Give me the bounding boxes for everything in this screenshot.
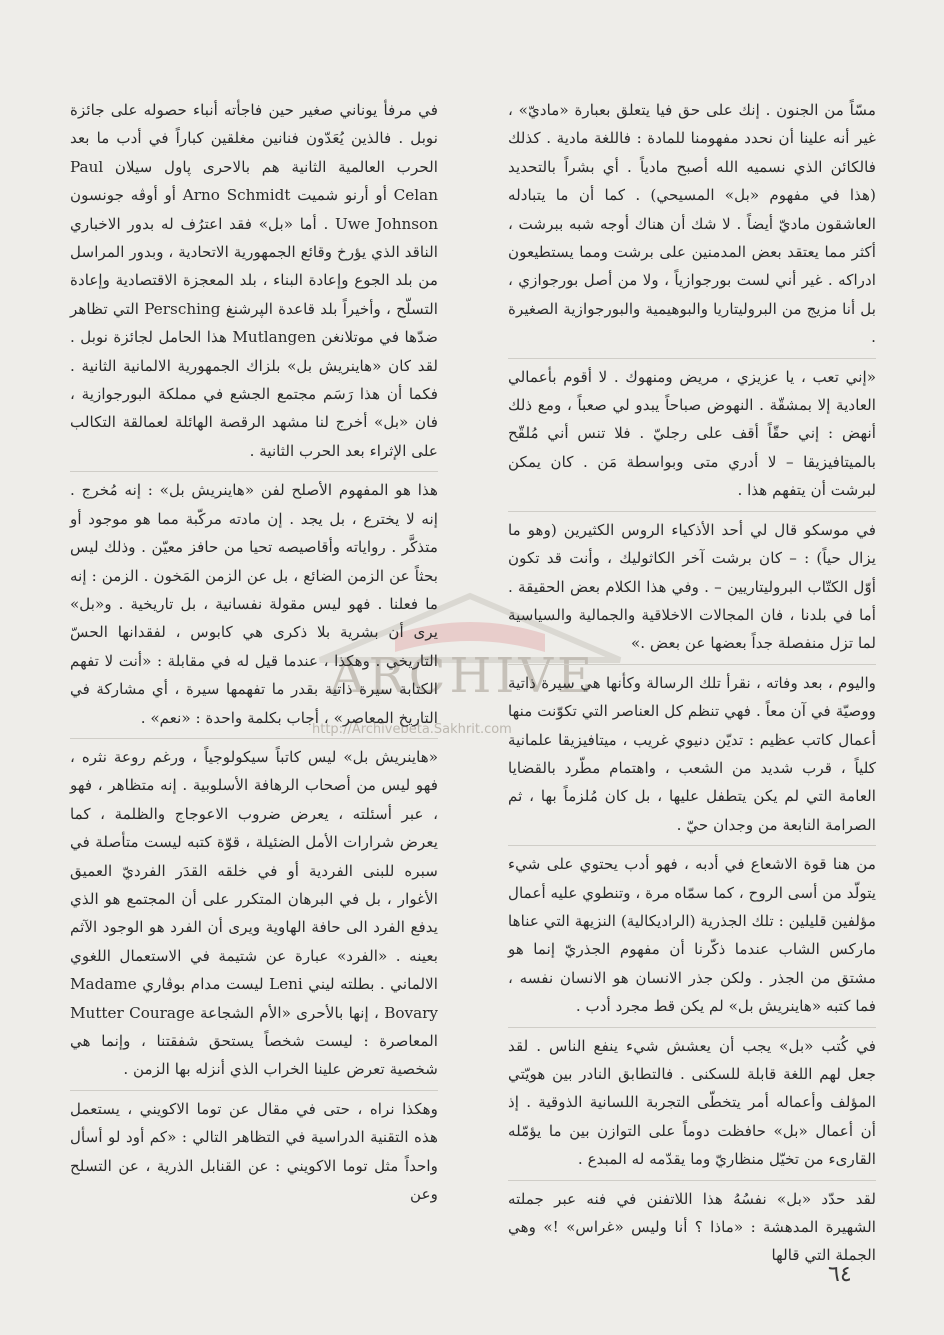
watermark-url: http://Archivebeta.Sakhrit.com (312, 722, 512, 737)
left-paragraph-1: في مرفأ يوناني صغير حين فاجأته أنباء حصوله على جائزة نوبل . فالذين يُعَدّون فنانين مغلقين كباراً في أدب ما بعد الحرب العالمية الثانية هم بالاحرى پاول سيلان Paul Celan أو أرنو شميت Arno Schmidt أو أوڤه جونسون Uwe Johnson . أما «بل» فقد اعترُف له بدور الاخباري الناقد الذي يؤرخ وقائع الجمهورية الاتحادية ، وبدور المراسل من بلد الجوع وإعادة البناء ، بلد المعجزة الاقتصادية وإعادة التسلّح ، وأخيراً بلد قاعدة الپرشنغ Persching التي تظاهر ضدّها في موتلانغن Mutlangen هذا الحامل لجائزة نوبل . لقد كان «هاينريش بل» بلزاك الجمهورية الالمانية الثانية . فكما أن هذا رَسَم مجتمع الجشع في مملكة البورجوازية ، فان «بل» أخرج لنا مشهد الرقصة الهائلة لعمالقة التكالب على الإثراء بعد الحرب الثانية . (70, 101, 438, 460)
left-column (70, 96, 438, 1214)
right-paragraph-4: واليوم ، بعد وفاته ، نقرأ تلك الرسالة وكأنها هي سيرة ذاتية ووصيّة في آن معاً . فهي تنظم كل العناصر التي تكوّنت منها أعمال كاتب عظيم : تديّن دنيوي غريب ، ميتافيزيقا علمانية كلياً ، قرب شديد من الشعب ، واهتمام مطّرد بالقضايا العامة التي لم يكن يتطفل عليها ، بل كان مُلزماً بها ، ثم الصرامة النابعة من وجدان حيّ . (508, 664, 876, 839)
right-paragraph-5: من هنا قوة الاشعاع في أدبه ، فهو أدب يحتوي على شيء يتولّد من أسى الروح ، كما سمّاه مرة ، وتنطوي عليه أعمال مؤلفين قليلين : تلك الجذرية (الراديكالية) النزيهة التي عناها ماركس الشاب عندما ذكّرنا أن مفهوم الجذريّ إنما هو مشتق من الجذر . ولكن جذر الانسان هو الانسان نفسه ، فما كتبه «هاينريش بل» لم يكن قط مجرد أدب . (508, 845, 876, 1020)
left-paragraph-4: وهكذا نراه ، حتى في مقال عن توما الاكويني ، يستعمل هذه التقنية الدراسية في التظاهر التالي : «كم أود لو أسأل واحداً مثل توما الاكويني : عن القنابل الذرية ، عن التسلح وعن (70, 1090, 438, 1209)
right-column (508, 96, 876, 1276)
right-paragraph-1: مسّاً من الجنون . إنك على حق فيا يتعلق بعبارة «ماديّ» ، غير أنه علينا أن نحدد مفهومنا للمادة : فاللغة مادية . كذلك فالكائن الذي نسميه الله أصبح مادياً . أي بشراً بالتحديد (هذا في مفهوم «بل» المسيحي) . كما أن ما يتبادله العاشقون ماديّ أيضاً . لا شك أن هناك أوجه شبه ببرشت ، أكثر مما يعتقد بعض المدمنين على برشت ومما يستطيعون ادراكه . غير أني لست بورجوازياً ، ولا من أصل بورجوازي ، بل أنا مزيج من البروليتاريا والبوهيمية والبورجوازية الصغيرة . (508, 101, 876, 347)
left-paragraph-2: هذا هو المفهوم الأصلح لفن «هاينريش بل» : إنه مُخرج . إنه لا يخترع ، بل يجد . إن مادته مركّبة مما هو موجود أو متذكَّر . رواياته وأقاصيصه تحيا من حافز معيّن . وذلك ليس بحثاً عن الزمن الضائع ، بل عن الزمن المَخون . الزمن : إنه ما فعلنا . فهو ليس مقولة نفسانية ، بل تاريخية . و«بل» يرى أن بشرية بلا ذكرى هي كابوس ، لفقدانها الحسّ التاريخي . وهكذا ، عندما قيل له في مقابلة : «أنت لا تفهم الكتابة سيرة ذاتية بقدر ما تفهمها سيرة ، أي مشاركة في التاريخ المعاصر» ، أجاب بكلمة واحدة : «نعم» . (70, 471, 438, 732)
left-paragraph-3: «هاينريش بل» ليس كاتباً سيكولوجياً ، ورغم روعة نثره ، فهو ليس من أصحاب الرهافة الأسلوبية . إنه متظاهر ، فهو ، عبر أسئلته ، يعرض ضروب الاعوجاج والظلمة ، كما يعرض شرارات الأمل الضئيلة ، قوّة كتبه ليست متأصلة في سبره للبنى الفردية أو في خلقه القدَر الفرديّ العميق الأغوار ، بل في البرهان المتكرر على أن المجتمع هو الذي يدفع الفرد الى حافة الهاوية ويرى أن الفرد هو الوجود الآثم بعينه . «الفرد» عبارة عن شتيمة في الاستعمال اللغوي الالماني . بطلته ليني Leni ليست مدام بوڤاري Madame Bovary ، إنها بالأحرى «الأم الشجاعة Mutter Courage المعاصرة : ليست شخصاً يستحق شفقتنا ، وإنما هي شخصية تعرض علينا الخراب الذي أنزله بها الزمن . (70, 738, 438, 1084)
right-paragraph-3: في موسكو قال لي أحد الأذكياء الروس الكثيرين (وهو ما يزال حياً) : – كان برشت آخر الكاثوليك ، وأنت قد تكون أوّل الكتّاب البروليتاريين – . وفي هذا الكلام بعض الحقيقة . أما في بلدنا ، فان المجالات الاخلاقية والجمالية والسياسية لما تزل منفصلة جداً بعضها عن بعض .» (508, 511, 876, 658)
watermark-title: ARCHIVE (330, 648, 597, 704)
right-paragraph-2: «إني تعب ، يا عزيزي ، مريض ومنهوك . لا أقوم بأعمالي العادية إلا بمشقّة . النهوض صباحاً يبدو لي صعباً ، ومع ذلك أنهض : إني حقّاً أقف على رجليّ . فلا تنس أني مُلقّح بالميتافيزيقا – لا أدري متى وبواسطة مَن . كان يمكن لبرشت أن يتفهم هذا . (508, 358, 876, 505)
right-paragraph-7: لقد حدّد «بل» نفسُهُ هذا اللاتفنن في فنه عبر جملته الشهيرة المدهشة : «ماذا ؟ أنا وليس «غراس» !» وهي الجملة التي قالها (508, 1180, 876, 1270)
page-number: ٦٤ (828, 1262, 852, 1287)
right-paragraph-6: في كُتب «بل» يجب أن يعشش شيء ينفع الناس . لقد جعل لهم اللغة قابلة للسكنى . فالتطابق النادر بين هويّتي المؤلف وأعماله أمر يتخطّى التجربة اللسانية الذوقية . إذ أن أعمال «بل» حافظت دوماً على التوازن بين ما يؤمّله القارىء من تخيّل منظاريّ وما يقدّمه له المبدع . (508, 1027, 876, 1174)
